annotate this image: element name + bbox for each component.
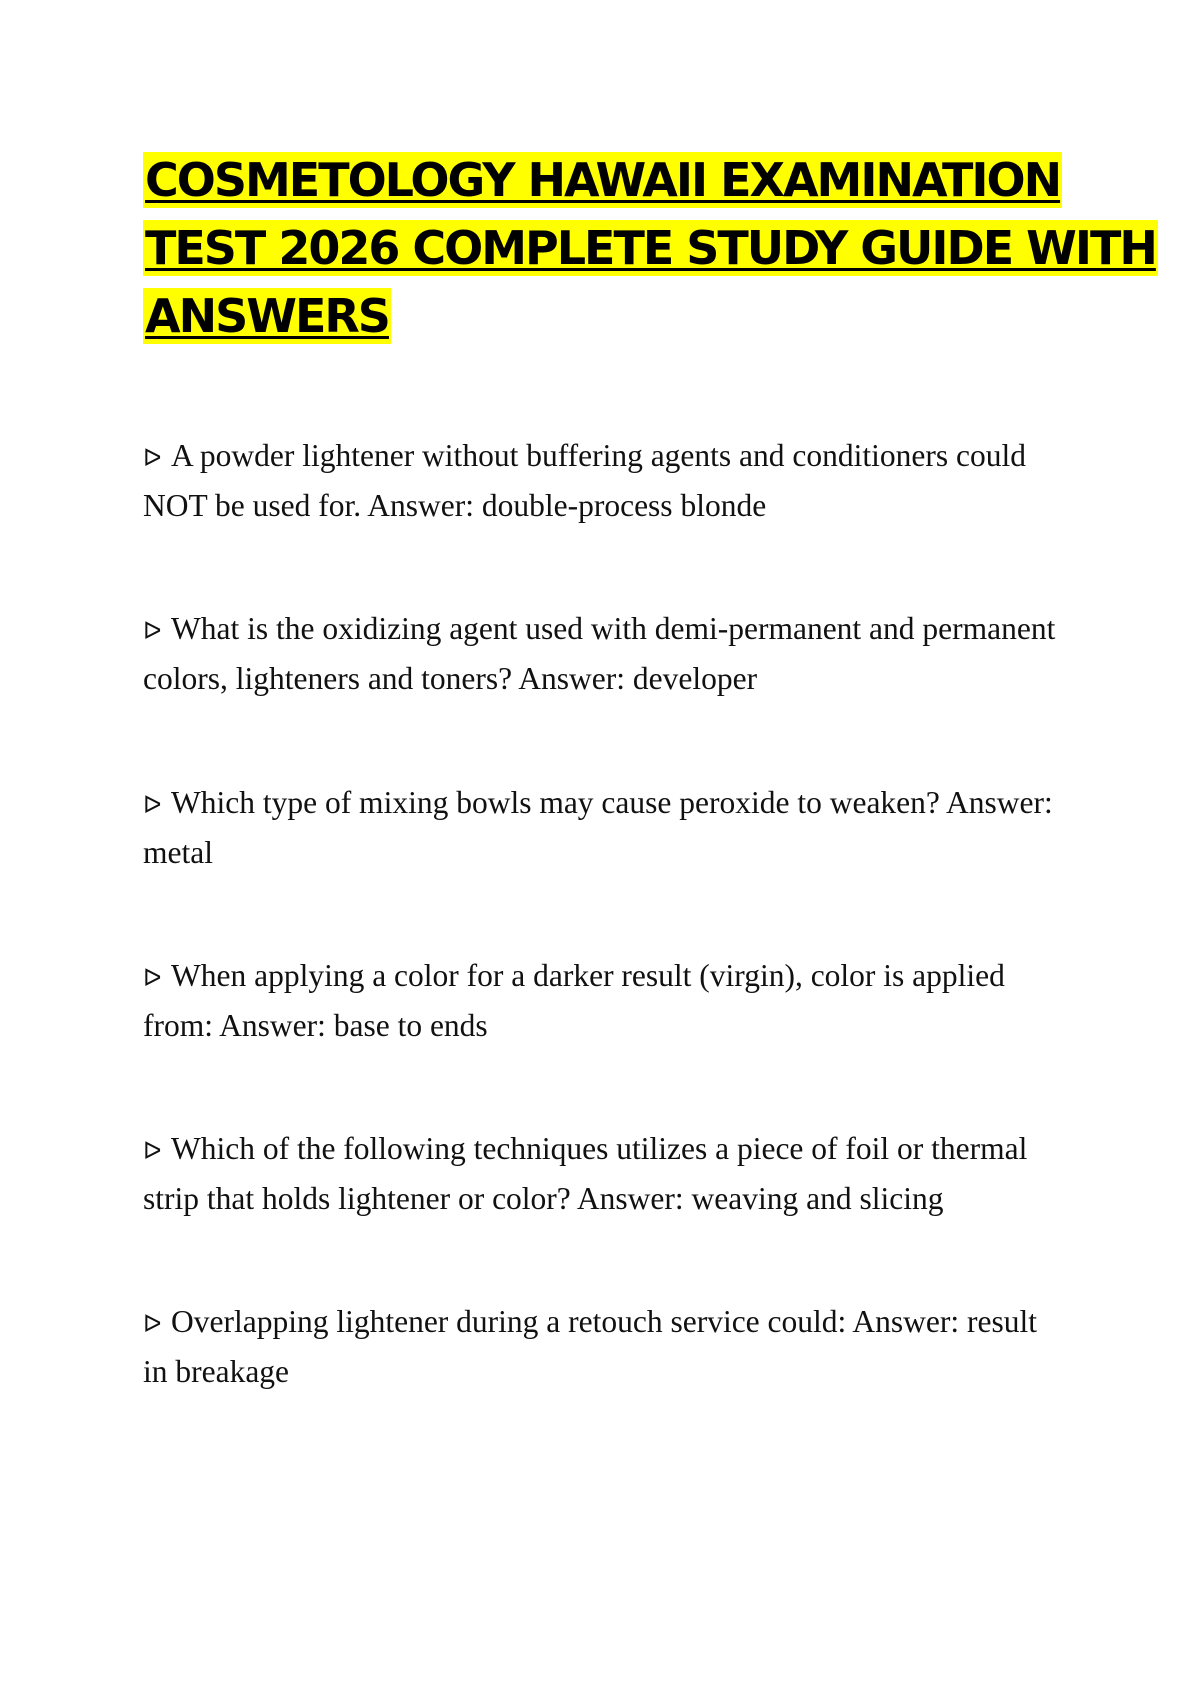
title-line-1: COSMETOLOGY HAWAII EXAMINATION: [145, 153, 1061, 207]
question-line: [143, 432, 1073, 482]
question-line: from: Answer: base to ends: [143, 1008, 488, 1043]
question-item-5: [143, 1125, 1073, 1222]
question-line: metal: [143, 835, 213, 870]
question-text: When applying a color for a darker result (virgin), color is applied: [171, 958, 1005, 993]
question-line: [143, 1298, 1073, 1348]
question-item-6: [143, 1298, 1073, 1395]
triangle-outline-right-icon: ᐅ: [143, 1137, 162, 1165]
title-line-2: TEST 2026 COMPLETE STUDY GUIDE WITH: [145, 221, 1156, 275]
question-text: What is the oxidizing agent used with demi-permanent and permanent: [171, 611, 1056, 646]
question-item-3: [143, 779, 1073, 876]
triangle-outline-right-icon: ᐅ: [143, 1310, 162, 1338]
triangle-outline-right-icon: ᐅ: [143, 617, 162, 645]
question-text: Which type of mixing bowls may cause peroxide to weaken? Answer:: [171, 785, 1053, 820]
question-line: in breakage: [143, 1354, 290, 1389]
triangle-outline-right-icon: ᐅ: [143, 964, 162, 992]
question-line: [143, 1125, 1073, 1175]
question-text: Overlapping lightener during a retouch service could: Answer: result: [171, 1304, 1037, 1339]
question-line: [143, 779, 1073, 829]
document-title: [143, 152, 1156, 356]
question-item-2: [143, 605, 1073, 702]
title-line-3: ANSWERS: [145, 289, 389, 343]
triangle-outline-right-icon: ᐅ: [143, 444, 162, 472]
triangle-outline-right-icon: ᐅ: [143, 791, 162, 819]
question-text: A powder lightener without buffering agents and conditioners could: [171, 438, 1026, 473]
question-text: Which of the following techniques utilizes a piece of foil or thermal: [171, 1131, 1028, 1166]
question-line: strip that holds lightener or color? Answer: weaving and slicing: [143, 1181, 944, 1216]
question-line: [143, 952, 1073, 1002]
question-line: NOT be used for. Answer: double-process blonde: [143, 488, 767, 523]
question-item-1: [143, 432, 1073, 529]
question-line: colors, lighteners and toners? Answer: developer: [143, 661, 758, 696]
question-item-4: [143, 952, 1073, 1049]
question-line: [143, 605, 1073, 655]
